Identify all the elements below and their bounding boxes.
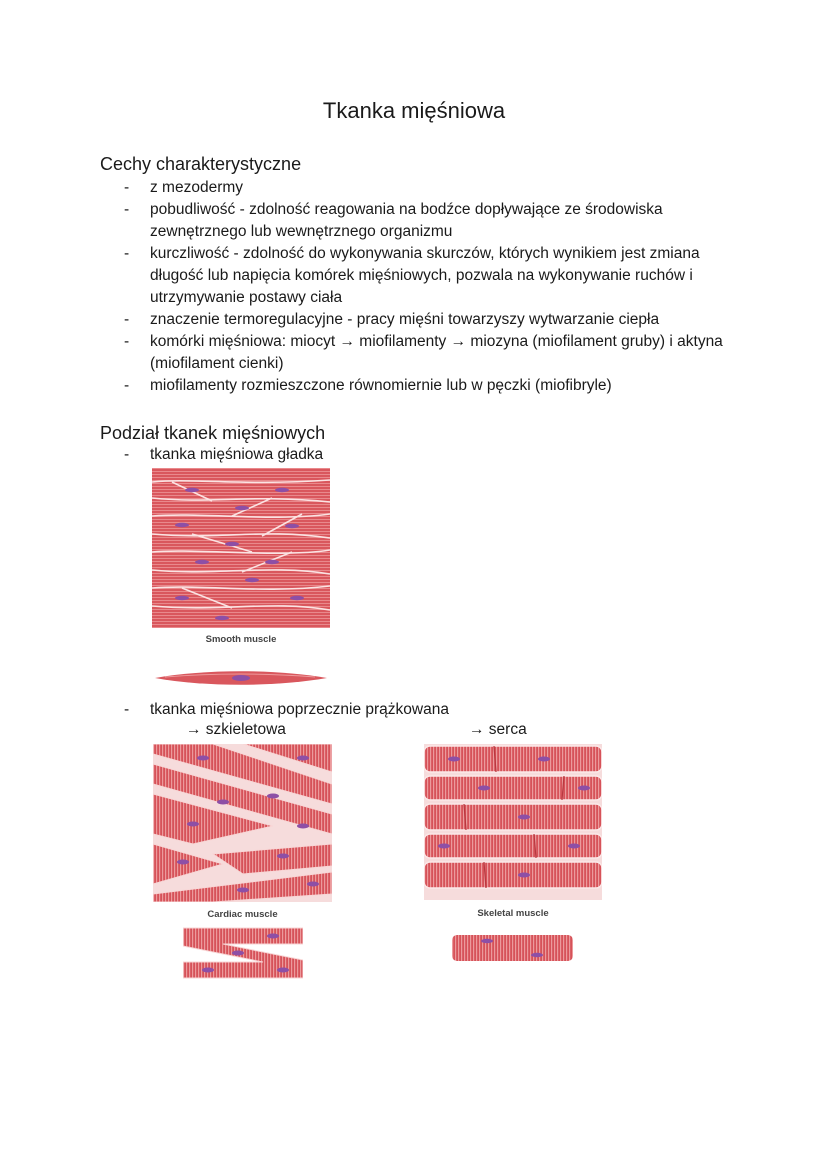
- smooth-muscle-cell-image: [155, 667, 327, 689]
- list-item-striated: - tkanka mięśniowa poprzecznie prążkowana: [124, 699, 744, 721]
- list-item: - miofilamenty rozmieszczone równomiernie lub w pęczki (miofibryle): [124, 375, 744, 397]
- page-title: Tkanka mięśniowa: [322, 98, 506, 123]
- skeletal-fiber-image: [452, 933, 573, 963]
- cardiac-cells-image: [183, 926, 303, 980]
- arrow-cardiac: → serca: [469, 721, 527, 738]
- list-item: - z mezodermy: [124, 177, 744, 199]
- section-heading-division: Podział tkanek mięśniowych: [100, 423, 326, 443]
- section-heading-features: Cechy charakterystyczne: [100, 154, 302, 174]
- features-list: [124, 177, 744, 397]
- list-item: - komórki mięśniowa: miocyt → miofilamenty → miozyna (miofilament gruby) i aktyna (miofilament cienki): [124, 331, 744, 375]
- right-muscle-caption: Skeletal muscle: [477, 908, 549, 919]
- list-item: - znaczenie termoregulacyjne - pracy mięśni towarzyszy wytwarzanie ciepła: [124, 309, 744, 331]
- cardiac-muscle-image: [153, 744, 332, 902]
- arrow-skeletal: → szkieletowa: [186, 721, 286, 738]
- striated-list: [124, 699, 744, 721]
- list-item-smooth: - tkanka mięśniowa gładka: [124, 444, 744, 466]
- smooth-muscle-caption: Smooth muscle: [205, 634, 277, 645]
- list-item: - kurczliwość - zdolność do wykonywania skurczów, których wynikiem jest zmiana długość lub napięcia komórek mięśniowych, pozwala na wykonywanie ruchów i utrzymywanie postawy ciała: [124, 243, 744, 309]
- left-muscle-caption: Cardiac muscle: [207, 909, 278, 920]
- skeletal-muscle-image: [424, 744, 602, 900]
- smooth-list: [124, 444, 744, 466]
- list-item: - pobudliwość - zdolność reagowania na bodźce dopływające ze środowiska zewnętrznego lub wewnętrznego organizmu: [124, 199, 744, 243]
- smooth-muscle-image: [152, 468, 330, 628]
